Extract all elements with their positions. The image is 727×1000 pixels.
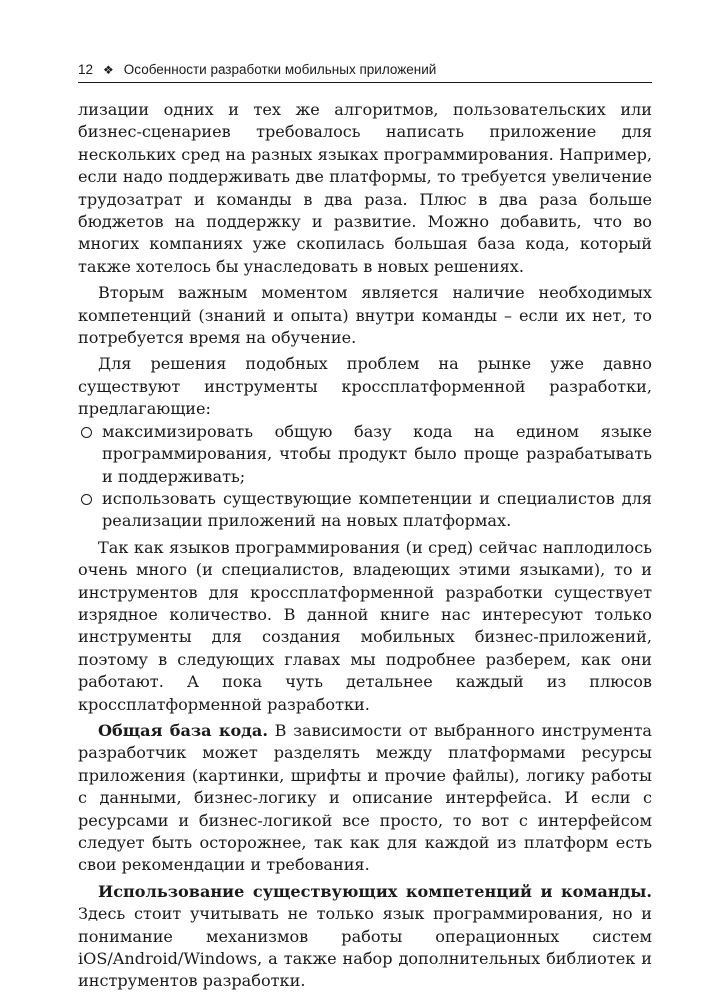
circle-bullet-icon: [81, 494, 92, 505]
list-item: [78, 421, 652, 488]
paragraph-body: В зависимости от выбранного инструмента разработчик может разделять между платформами ресурсы приложения (картинки, шрифты и прочие файлы), логику работы с данными, бизнес-логику и описание интерфейса. И если с ресурсами и бизнес-логикой все просто, то вот с интерфейсом следует быть осторожнее, так как для каждой из платформ есть свои рекомендации и требования.: [78, 720, 652, 875]
paragraph: [78, 881, 652, 993]
paragraph-body: Здесь стоит учитывать не только язык программирования, но и понимание механизмов работы операционных систем iOS/Android/Windows, а также набор дополнительных библиотек и инструментов разработки.: [78, 904, 652, 991]
ornament-icon: ❖: [103, 63, 114, 77]
list-item-text: использовать существующие компетенции и специалистов для реализации приложений на новых платформах.: [102, 488, 652, 531]
circle-bullet-icon: [81, 427, 92, 438]
body-text: [78, 99, 652, 993]
book-page: [78, 62, 652, 993]
section-title: Особенности разработки мобильных приложений: [123, 62, 437, 77]
paragraph-lead: Использование существующих компетенций и команды.: [98, 881, 652, 901]
page-number: 12: [78, 62, 94, 77]
paragraph: Так как языков программирования (и сред) сейчас наплодилось очень много (и специалистов, владеющих этими языками), то и инструментов для кроссплатформенной разработки существует изрядное количество. В данной книге нас интересуют только инструменты для создания мобильных бизнес-приложений, поэтому в следующих главах мы подробнее разберем, как они работают. А пока чуть детальнее каждый из плюсов кроссплатформенной разработки.: [78, 537, 652, 714]
list-item: [78, 488, 652, 533]
running-header: [78, 62, 652, 83]
paragraph: Вторым важным моментом является наличие необходимых компетенций (знаний и опыта) внутри команды – если их нет, то потребуется время на обучение.: [78, 283, 652, 348]
bullet-list: [78, 421, 652, 533]
paragraph: [78, 720, 652, 877]
list-item-text: максимизировать общую базу кода на едином языке программирования, чтобы продукт было проще разрабатывать и поддерживать;: [102, 421, 652, 486]
paragraph: Для решения подобных проблем на рынке уже давно существуют инструменты кроссплатформенной разработки, предлагающие:: [78, 354, 652, 419]
paragraph-lead: Общая база кода.: [98, 720, 268, 740]
paragraph: лизации одних и тех же алгоритмов, пользовательских или бизнес-сценариев требовалось написать приложение для нескольких сред на разных языках программирования. Например, если надо поддерживать две платформы, то требуется увеличение трудозатрат и команды в два раза. Плюс в два раза больше бюджетов на поддержку и развитие. Можно добавить, что во многих компаниях уже скопилась большая база кода, который также хотелось бы унаследовать в новых решениях.: [78, 100, 652, 276]
